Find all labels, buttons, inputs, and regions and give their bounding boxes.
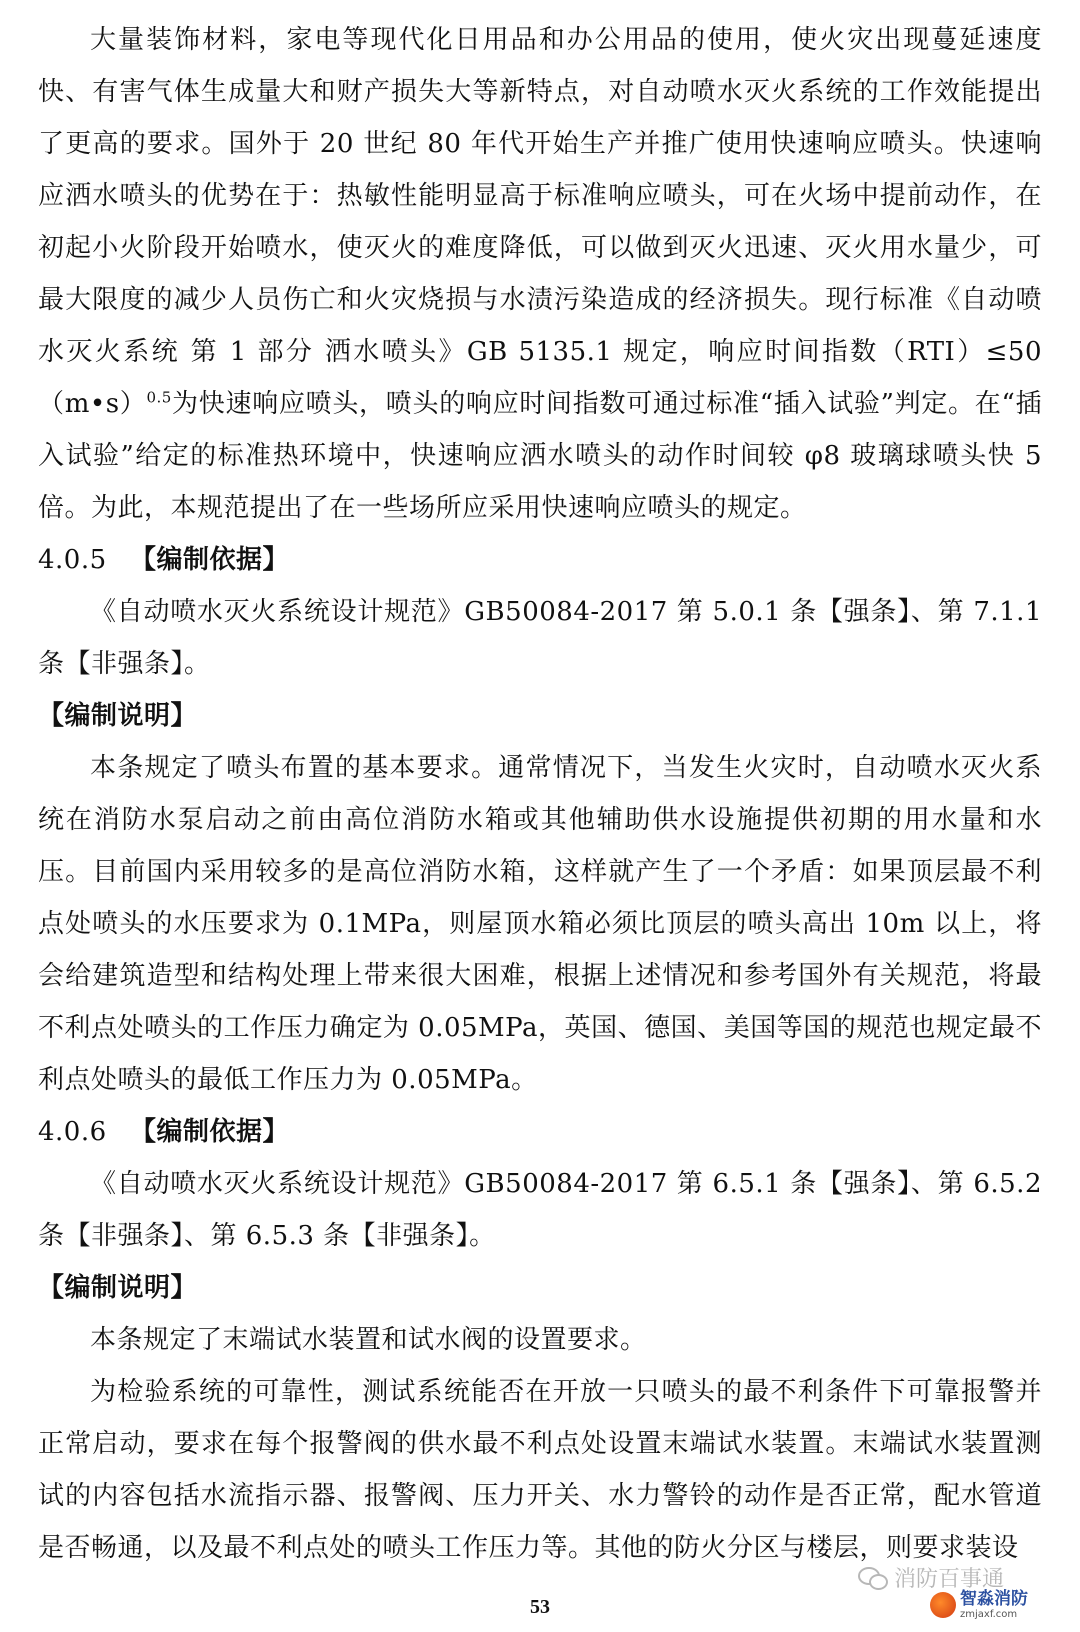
page-number: 53: [530, 1596, 550, 1618]
section-405-basis-text: 《自动喷水灭火系统设计规范》GB50084-2017 第 5.0.1 条【强条】、第 7.1.1 条【非强条】。: [38, 597, 1042, 679]
section-405-basis-title: 【编制依据】: [130, 545, 290, 575]
section-406-explain-title: [38, 1262, 1042, 1314]
watermark-text: 消防百事通: [894, 1567, 1005, 1592]
paragraph-intro: [38, 14, 1042, 534]
section-405-number: 4.0.5: [38, 545, 107, 575]
section-405-explain-text: 本条规定了喷头布置的基本要求。通常情况下，当发生火灾时，自动喷水灭火系统在消防水泵启动之前由高位消防水箱或其他辅助供水设施提供初期的用水量和水压。目前国内采用较多的是高位消防水箱，这样就产生了一个矛盾：如果顶层最不利点处喷头的水压要求为 0.1MPa，则屋顶水箱必须比顶层的喷头高出 10m 以上，将会给建筑造型和结构处理上带来很大困难，根据上述情况和参考国外有关规范，将最不利点处喷头的工作压力确定为 0.05MPa，英国、德国、美国等国的规范也规定最不利点处喷头的最低工作压力为 0.05MPa。: [38, 753, 1042, 1095]
site-logo: [930, 1590, 1028, 1620]
logo-text: [960, 1590, 1028, 1620]
section-406-basis-text: 《自动喷水灭火系统设计规范》GB50084-2017 第 6.5.1 条【强条】、第 6.5.2 条【非强条】、第 6.5.3 条【非强条】。: [38, 1169, 1042, 1251]
logo-name: 智淼消防: [960, 1589, 1028, 1609]
section-406-basis-title: 【编制依据】: [130, 1117, 290, 1147]
section-406-explain-title-text: 【编制说明】: [38, 1273, 198, 1303]
wechat-icon: [858, 1567, 888, 1589]
logo-mark-icon: [930, 1592, 956, 1618]
paragraph-intro-text: 大量装饰材料，家电等现代化日用品和办公用品的使用，使火灾出现蔓延速度快、有害气体生成量大和财产损失大等新特点，对自动喷水灭火系统的工作效能提出了更高的要求。国外于 20 世纪 80 年代开始生产并推广使用快速响应喷头。快速响应洒水喷头的优势在于：热敏性能明显高于标准响应喷头，可在火场中提前动作，在初起小火阶段开始喷水，使灭火的难度降低，可以做到灭火迅速、灭火用水量少，可最大限度的减少人员伤亡和火灾烧损与水渍污染造成的经济损失。现行标准《自动喷水灭火系统 第 1 部分 洒水喷头》GB 5135.1 规定，响应时间指数（RTI）≤50（m•s）: [38, 25, 1042, 419]
document-page: [38, 14, 1042, 1574]
section-406-number: 4.0.6: [38, 1117, 107, 1147]
section-406-explain-text-1: 本条规定了末端试水装置和试水阀的设置要求。: [90, 1325, 647, 1355]
section-405-heading: [38, 534, 1042, 586]
section-406-explain-text-2: 为检验系统的可靠性，测试系统能否在开放一只喷头的最不利条件下可靠报警并正常启动，要求在每个报警阀的供水最不利点处设置末端试水装置。末端试水装置测试的内容包括水流指示器、报警阀、压力开关、水力警铃的动作是否正常，配水管道是否畅通，以及最不利点处的喷头工作压力等。其他的防火分区与楼层，则要求装设: [38, 1377, 1042, 1563]
section-406-heading: [38, 1106, 1042, 1158]
rti-unit-exponent: 0.5: [146, 388, 172, 407]
section-405-explain-title-text: 【编制说明】: [38, 701, 198, 731]
section-405-explain-title: [38, 690, 1042, 742]
paragraph-intro-tail: 为快速响应喷头，喷头的响应时间指数可通过标准“插入试验”判定。在“插入试验”给定的标准热环境中，快速响应洒水喷头的动作时间较 φ8 玻璃球喷头快 5 倍。为此，本规范提出了在一些场所应采用快速响应喷头的规定。: [38, 389, 1042, 523]
logo-url: zmjaxf.com: [960, 1608, 1018, 1620]
